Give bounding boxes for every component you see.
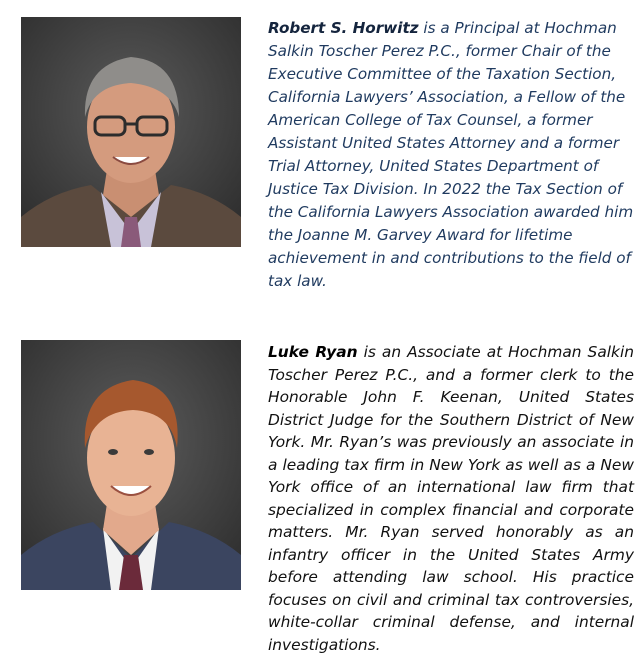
- profile-bio-text: is an Associate at Hochman Salkin Toscher Perez P.C., and a former clerk to the Honorable John F. Keenan, United States District Judge for the Southern District of New York. Mr. Ryan’s was previously an associate in a leading tax firm in New York as well as a New York office of an international law firm that specialized in complex financial and corporate matters. Mr. Ryan served honorably as an infantry officer in the United States Army before attending law school. His practice focuses on civil and criminal tax controversies, white-collar criminal defense, and internal investigations.: [268, 343, 634, 654]
- profile-name: Luke Ryan: [268, 343, 358, 361]
- profile-photo-luke-ryan: [21, 340, 241, 590]
- profile-bio-text: is a Principal at Hochman Salkin Toscher Perez P.C., former Chair of the Executive Committee of the Taxation Section, California Lawyers’ Association, a Fellow of the American College of Tax Counsel, a former Assistant United States Attorney and a former Trial Attorney, United States Department of Justice Tax Division. In 2022 the Tax Section of the California Lawyers Association awarded him the Joanne M. Garvey Award for lifetime achievement in and contributions to the field of tax law.: [268, 19, 634, 290]
- profile-name: Robert S. Horwitz: [268, 19, 419, 37]
- bio-luke-ryan: [268, 341, 634, 656]
- bio-robert-horwitz: [268, 17, 634, 293]
- profile-photo-robert-horwitz: [21, 17, 241, 247]
